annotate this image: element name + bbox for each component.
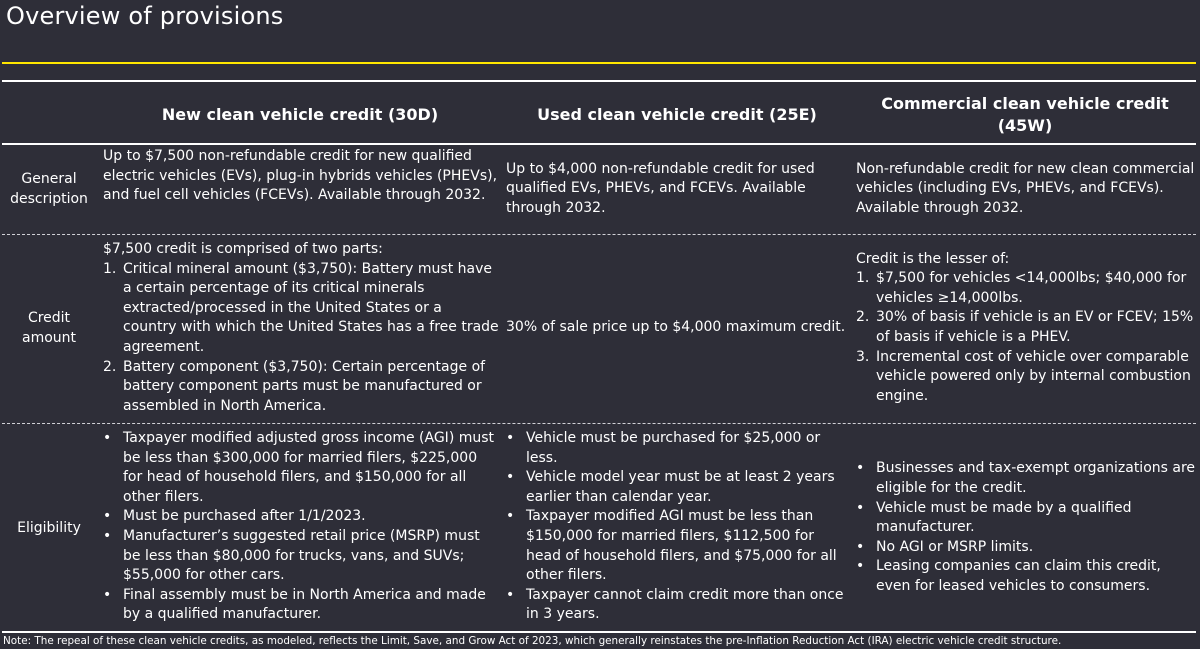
list-item: • Final assembly must be in North America and made by a qualified manufacturer. (103, 586, 486, 623)
list-item: • No AGI or MSRP limits. (856, 538, 1034, 555)
list-item: 2. 30% of basis if vehicle is an EV or FCEV; 15% of basis if vehicle is a PHEV. (856, 309, 1194, 345)
column-header-45w: Commercial clean vehicle credit (45W) (881, 94, 1169, 135)
credit-45w (856, 238, 1196, 418)
list-item: • Vehicle must be purchased for $25,000 or less. (506, 430, 821, 466)
header-separator (2, 143, 1196, 145)
row-divider-1 (2, 234, 1196, 235)
list-item: • Businesses and tax-exempt organizations are eligible for the credit. (856, 460, 1196, 497)
credit-45w-intro: Credit is the lesser of: (856, 250, 1010, 267)
table-bottom-rule (2, 631, 1196, 633)
list-item: 3. Incremental cost of vehicle over comparable vehicle powered only by internal combustion engine. (856, 348, 1191, 404)
credit-30d (103, 240, 499, 416)
page-title: Overview of provisions (6, 2, 284, 30)
credit-25e-text: 30% of sale price up to $4,000 maximum credit. (506, 319, 846, 336)
list-item: • Must be purchased after 1/1/2023. (103, 508, 366, 525)
table-top-rule (2, 80, 1196, 82)
eligibility-25e (506, 429, 846, 625)
list-item: • Leasing companies can claim this credit, even for leased vehicles to consumers. (856, 558, 1161, 594)
list-item: • Taxpayer modified AGI must be less than $150,000 for married filers, $112,500 for head of household filers, and $75,000 for all other filers. (506, 508, 837, 584)
credit-45w-list (856, 269, 1196, 406)
row-label-credit: Credit amount (21, 310, 77, 346)
eligibility-30d (103, 429, 499, 625)
general-25e (506, 146, 846, 232)
list-item: • Manufacturer’s suggested retail price (MSRP) must be less than $80,000 for trucks, vans, and SUVs; $55,000 for other cars. (103, 527, 480, 584)
general-30d: Up to $7,500 non-refundable credit for new qualified electric vehicles (EVs), plug-in hybrids vehicles (PHEVs), and fuel cell vehicles (FCEVs). Available through 2032. (103, 148, 498, 204)
row-divider-2 (2, 423, 1196, 424)
eligibility-30d-list (103, 429, 499, 625)
eligibility-45w-list (856, 459, 1196, 596)
credit-30d-intro: $7,500 credit is comprised of two parts: (103, 241, 383, 257)
credit-30d-list (103, 260, 499, 417)
column-header-30d: New clean vehicle credit (30D) (161, 105, 439, 124)
column-header-25e: Used clean vehicle credit (25E) (537, 105, 817, 124)
row-label-general: General description (10, 171, 88, 207)
accent-rule (2, 62, 1196, 64)
list-item: 1. Critical mineral amount ($3,750): Battery must have a certain percentage of its critical minerals extracted/processed in the United States or a country with which the United States has a free trade agreement. (103, 260, 499, 355)
list-item: 2. Battery component ($3,750): Certain percentage of battery component parts must be manufactured or assembled in North America. (103, 358, 486, 414)
list-item: • Taxpayer modified adjusted gross income (AGI) must be less than $300,000 for married filers, $225,000 for head of household filers, and $150,000 for all other filers. (103, 430, 495, 505)
eligibility-25e-list (506, 429, 846, 625)
general-45w-text: Non-refundable credit for new clean commercial vehicles (including EVs, PHEVs, and FCEVs). Available through 2032. (856, 160, 1195, 216)
general-25e-text: Up to $4,000 non-refundable credit for used qualified EVs, PHEVs, and FCEVs. Available through 2032. (506, 160, 815, 216)
list-item: • Vehicle model year must be at least 2 years earlier than calendar year. (506, 469, 835, 505)
list-item: • Vehicle must be made by a qualified manufacturer. (856, 499, 1132, 536)
footnote: Note: The repeal of these clean vehicle credits, as modeled, reflects the Limit, Save, and Grow Act of 2023, which generally reinstates the pre-Inflation Reduction Act (IRA) electric vehicle credit structure. (3, 635, 1062, 647)
credit-25e (506, 238, 846, 418)
list-item: • Taxpayer cannot claim credit more than once in 3 years. (506, 586, 844, 623)
row-label-eligibility: Eligibility (17, 520, 81, 536)
eligibility-45w (856, 426, 1196, 630)
list-item: 1. $7,500 for vehicles <14,000lbs; $40,000 for vehicles ≥14,000lbs. (856, 270, 1187, 306)
general-45w (856, 146, 1196, 232)
